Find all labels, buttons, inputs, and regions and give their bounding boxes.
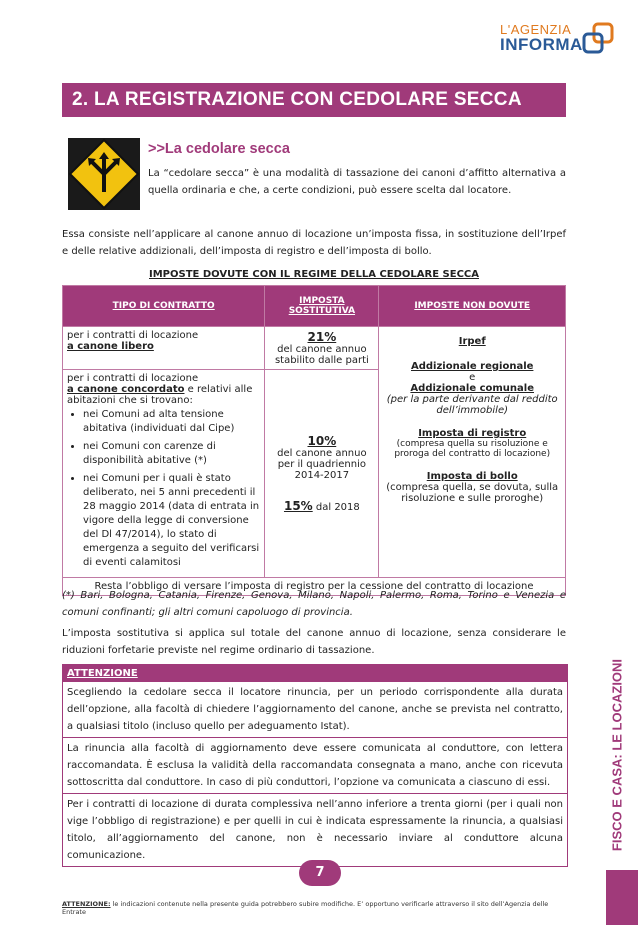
subtitle: >>La cedolare secca — [148, 141, 290, 157]
side-section-label — [602, 645, 632, 865]
row2-contract-line — [67, 384, 260, 406]
footer-note — [62, 900, 572, 916]
agency-logo — [500, 18, 618, 58]
attention-paragraph-3: Per i contratti di locazione di durata complessiva nell’anno inferiore a trenta giorni (per i quali non vige l’obbligo di registrazione) e per quelli in cui è indicata espressamente la rinuncia, a qualsiasi titolo, all’aggiornamento del canone, non è necessario inviare al conduttore alcuna comunicazione. — [63, 793, 567, 866]
not-due-income-note: (per la parte derivante dal reddito dell’immobile) — [386, 394, 558, 416]
side-label-text: FISCO E CASA: LE LOCAZIONI — [609, 658, 625, 852]
row2-contract-bold: a canone concordato — [67, 384, 185, 395]
row2-rate: 10% — [307, 434, 337, 448]
not-due-and: e — [469, 372, 476, 383]
taxes-not-due-cell — [379, 327, 566, 578]
section-title: 2. LA REGISTRAZIONE CON CEDOLARE SECCA — [72, 89, 522, 110]
page-number: 7 — [299, 860, 341, 886]
attention-paragraph-2: La rinuncia alla facoltà di aggiornamento deve essere comunicata al conduttore, con lettera raccomandata. È esclusa la validità della raccomandata consegnata a mano, anche con ricevuta sottoscritta dal conduttore. In caso di più conduttori, l’opzione va comunicata a ciascuno di essi. — [63, 737, 567, 793]
not-due-stamp: Imposta di bollo — [426, 471, 518, 482]
list-item: • nei Comuni ad alta tensione abitativa (individuati dal Cipe) — [83, 408, 260, 436]
logo-mark-icon — [580, 20, 616, 56]
not-due-registration: Imposta di registro — [418, 428, 527, 439]
footer-bold: ATTENZIONE: — [62, 900, 111, 908]
header-substitute-tax: IMPOSTA SOSTITUTIVA — [265, 286, 379, 327]
not-due-registration-note: (compresa quella su risoluzione e proroga del contratto di locazione) — [394, 439, 551, 459]
row2-contract-post: e relativi alle abitazioni che si trovano: — [67, 384, 253, 406]
header-taxes-not-due: IMPOSTE NON DOVUTE — [379, 286, 566, 327]
row2-contract-pre: per i contratti di locazione — [67, 373, 199, 384]
list-item: • nei Comuni per i quali è stato deliberato, nei 5 anni precedenti il 28 maggio 2014 (data di entrata in vigore della legge di conversione del Dl 47/2014), lo stato di emergenza a seguito del verificarsi di eventi calamitosi — [83, 472, 260, 570]
taxes-table — [62, 285, 566, 596]
logo-line1: L'AGENZIA — [500, 22, 572, 37]
row2-rate-desc: del canone annuo per il quadriennio 2014-2017 — [277, 448, 367, 481]
table-caption: IMPOSTE DOVUTE CON IL REGIME DELLA CEDOLARE SECCA — [149, 269, 479, 280]
side-accent-bar — [606, 870, 638, 925]
row1-rate-cell — [265, 327, 379, 370]
not-due-irpef: Irpef — [458, 336, 486, 347]
road-sign-image — [68, 138, 140, 210]
logo-line2: INFORMA — [500, 35, 583, 54]
attention-title: ATTENZIONE — [63, 665, 567, 682]
municipality-list — [67, 408, 260, 570]
diverging-arrows-sign-icon — [68, 138, 140, 210]
not-due-stamp-note: (compresa quella, se dovuta, sulla risoluzione e sulle proroghe) — [386, 482, 559, 504]
row2-contract — [63, 370, 265, 578]
section-title-bar — [62, 83, 566, 117]
not-due-municipal: Addizionale comunale — [410, 383, 534, 394]
footer-text: le indicazioni contenute nella presente guida potrebbero subire modifiche. E’ opportuno verificarle attraverso il sito dell’Agenzia delle Entrate — [62, 900, 549, 916]
attention-box — [62, 664, 568, 867]
list-item: • nei Comuni con carenze di disponibilità abitative (*) — [83, 440, 260, 468]
paragraph-1: Essa consiste nell’applicare al canone annuo di locazione un’imposta fissa, in sostituzione dell’Irpef e delle relative addizionali, dell’imposta di registro e dell’imposta di bollo. — [62, 229, 566, 257]
paragraph-2: L’imposta sostitutiva si applica sul totale del canone annuo di locazione, senza considerare le riduzioni forfetarie previste nel regime ordinario di tassazione. — [62, 628, 566, 656]
table-row — [63, 327, 566, 370]
row1-contract-bold: a canone libero — [67, 341, 154, 352]
table-note: Resta l’obbligo di versare l’imposta di registro per la cessione del contratto di locazione — [63, 578, 566, 596]
row2-rate2: 15% — [283, 499, 313, 513]
row2-rate2-line — [269, 499, 374, 513]
not-due-regional: Addizionale regionale — [411, 361, 534, 372]
table-header-row — [63, 286, 566, 327]
row1-rate: 21% — [307, 330, 337, 344]
row2-rate-cell — [265, 370, 379, 578]
attention-paragraph-1: Scegliendo la cedolare secca il locatore rinuncia, per un periodo corrispondente alla durata dell’opzione, alla facoltà di chiedere l’aggiornamento del canone, anche se prevista nel contratto, a qualsiasi titolo (incluso quello per adeguamento Istat). — [67, 687, 563, 732]
row1-rate-desc: del canone annuo stabilito dalle parti — [274, 344, 369, 366]
row1-contract-pre: per i contratti di locazione — [67, 330, 199, 341]
header-contract-type: TIPO DI CONTRATTO — [63, 286, 265, 327]
row1-contract — [63, 327, 265, 370]
row2-rate2-desc: dal 2018 — [312, 502, 360, 513]
intro-text: La “cedolare secca” è una modalità di tassazione dei canoni d’affitto alternativa a quella ordinaria e che, a certe condizioni, può essere scelta dal locatore. — [148, 168, 566, 196]
footnote-municipalities: (*) Bari, Bologna, Catania, Firenze, Genova, Milano, Napoli, Palermo, Roma, Torino e Venezia e comuni confinanti; gli altri comuni capoluogo di provincia. — [62, 590, 566, 618]
